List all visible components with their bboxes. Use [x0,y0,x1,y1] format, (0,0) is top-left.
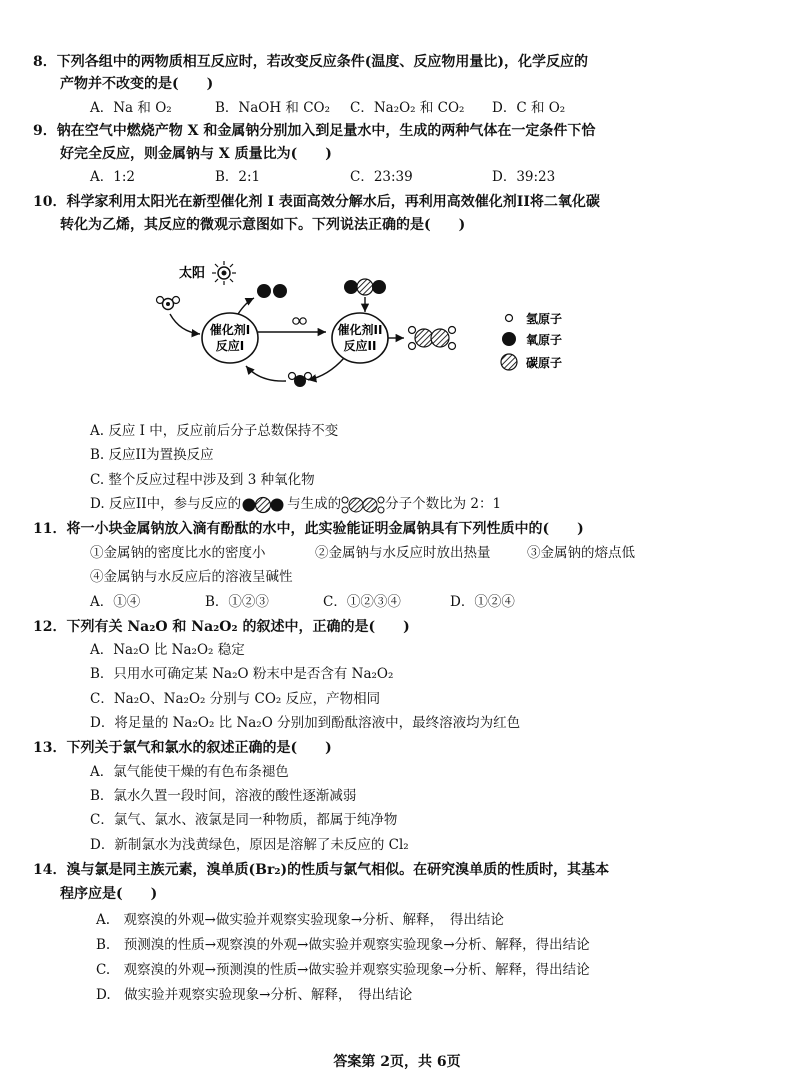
svg-text:碳原子: 碳原子 [526,356,563,370]
q12-option-a: A．Na₂O 比 Na₂O₂ 稳定 [90,642,245,658]
q14-option-b: B. 预测溴的性质→观察溴的外观→做实验并观察实验现象→分析、解释，得出结论 [96,937,590,953]
q13-option-d: D．新制氯水为浅黄绿色，原因是溶解了未反应的 Cl₂ [90,837,409,853]
q8-option-c: C．Na₂O₂ 和 CO₂ [350,100,465,116]
co2-molecule-icon [241,496,287,514]
carbon-dioxide-molecule [344,279,386,295]
hydrogen-molecule [293,318,306,324]
q11-option-d: D．①②④ [450,594,515,610]
q9-option-c: C．23:39 [350,169,413,185]
q11-option-c: C．①②③④ [323,594,401,610]
q10-option-a: A. 反应 I 中，反应前后分子总数保持不变 [90,423,339,439]
water-molecule-output [289,373,312,388]
q11-prop-1: ①金属钠的密度比水的密度小 [90,545,266,561]
q10-stem-line1: 10．科学家利用太阳光在新型催化剂 I 表面高效分解水后，再利用高效催化剂II将二氧化碳 [33,194,600,210]
reaction-1-label: 反应I [215,339,245,353]
legend-oxygen [502,332,562,347]
svg-text:氢原子: 氢原子 [526,312,563,326]
oxygen-molecule [257,284,287,298]
q9-stem-line2: 好完全反应，则金属钠与 X 质量比为( ) [60,146,332,162]
q10-stem-line2: 转化为乙烯，其反应的微观示意图如下。下列说法正确的是( ) [60,217,466,233]
q14-stem-line2: 程序应是( ) [60,886,158,902]
q12-option-b: B．只用水可确定某 Na₂O 粉末中是否含有 Na₂O₂ [90,666,394,682]
page-footer: 答案第 2页，共 6页 [333,1054,461,1070]
q10-option-c: C. 整个反应过程中涉及到 3 种氧化物 [90,472,315,488]
q8-option-d: D．C 和 O₂ [492,100,566,116]
sun-icon [212,261,236,285]
q14-stem-line1: 14．溴与氯是同主族元素，溴单质(Br₂)的性质与氯气相似。在研究溴单质的性质时，其基本 [33,862,610,878]
reaction-2-label: 反应II [343,339,377,353]
q14-option-a: A. 观察溴的外观→做实验并观察实验现象→分析、解释， 得出结论 [96,912,504,928]
catalyst-2-label: 催化剂II [337,323,383,337]
sun-label: 太阳 [179,266,206,281]
catalyst-2-circle [332,313,388,363]
q14-option-c: C. 观察溴的外观→预测溴的性质→做实验并观察实验现象→分析、解释，得出结论 [96,962,590,978]
q13-stem: 13．下列关于氯气和氯水的叙述正确的是( ) [33,740,332,756]
q10-option-d-middle: 与生成的 [287,496,342,512]
q8-stem-line1: 8．下列各组中的两物质相互反应时，若改变反应条件(温度、反应物用量比)，化学反应的 [33,54,588,70]
legend-hydrogen [506,311,563,326]
ethylene-molecule [409,327,456,350]
q11-option-b: B．①②③ [205,594,269,610]
q12-option-d: D．将足量的 Na₂O₂ 比 Na₂O 分别加到酚酞溶液中，最终溶液均为红色 [90,715,521,731]
q9-option-d: D．39:23 [492,169,556,185]
q9-option-b: B．2:1 [215,169,261,185]
q10-option-d-suffix: 分子个数比为 2：1 [385,496,502,512]
q8-option-b: B．NaOH 和 CO₂ [215,100,331,116]
q9-stem-line1: 9．钠在空气中燃烧产物 X 和金属钠分别加入到足量水中，生成的两种气体在一定条件下恰 [33,123,596,139]
q10-option-b: B. 反应II为置换反应 [90,447,214,463]
catalyst-1-circle [202,313,258,363]
q12-stem: 12．下列有关 Na₂O 和 Na₂O₂ 的叙述中，正确的是( ) [33,619,410,635]
q11-prop-2: ②金属钠与水反应时放出热量 [315,545,491,561]
reaction-diagram [150,258,580,398]
legend-carbon [501,354,562,370]
q11-option-a: A．①④ [90,594,141,610]
q13-option-c: C．氯气、氯水、液氯是同一种物质，都属于纯净物 [90,812,398,828]
ethylene-molecule-icon [341,496,385,514]
q8-stem-line2: 产物并不改变的是( ) [60,76,214,92]
q11-prop-4: ④金属钠与水反应后的溶液呈碱性 [90,569,293,585]
q13-option-a: A．氯气能使干燥的有色布条褪色 [90,764,289,780]
q8-option-a: A．Na 和 O₂ [90,100,172,116]
q12-option-c: C．Na₂O、Na₂O₂ 分别与 CO₂ 反应，产物相同 [90,691,381,707]
q11-stem: 11．将一小块金属钠放入滴有酚酞的水中，此实验能证明金属钠具有下列性质中的( ) [33,521,584,537]
q13-option-b: B．氯水久置一段时间，溶液的酸性逐渐减弱 [90,788,357,804]
svg-text:氧原子: 氧原子 [526,333,563,347]
q14-option-d: D. 做实验并观察实验现象→分析、解释， 得出结论 [96,987,413,1003]
q10-option-d-prefix: D. 反应II中，参与反应的 [90,496,242,512]
q10-option-d [90,494,501,514]
water-molecule-input [157,297,180,310]
q9-option-a: A．1:2 [90,169,135,185]
catalyst-1-label: 催化剂I [209,323,251,337]
q11-prop-3: ③金属钠的熔点低 [527,545,635,561]
